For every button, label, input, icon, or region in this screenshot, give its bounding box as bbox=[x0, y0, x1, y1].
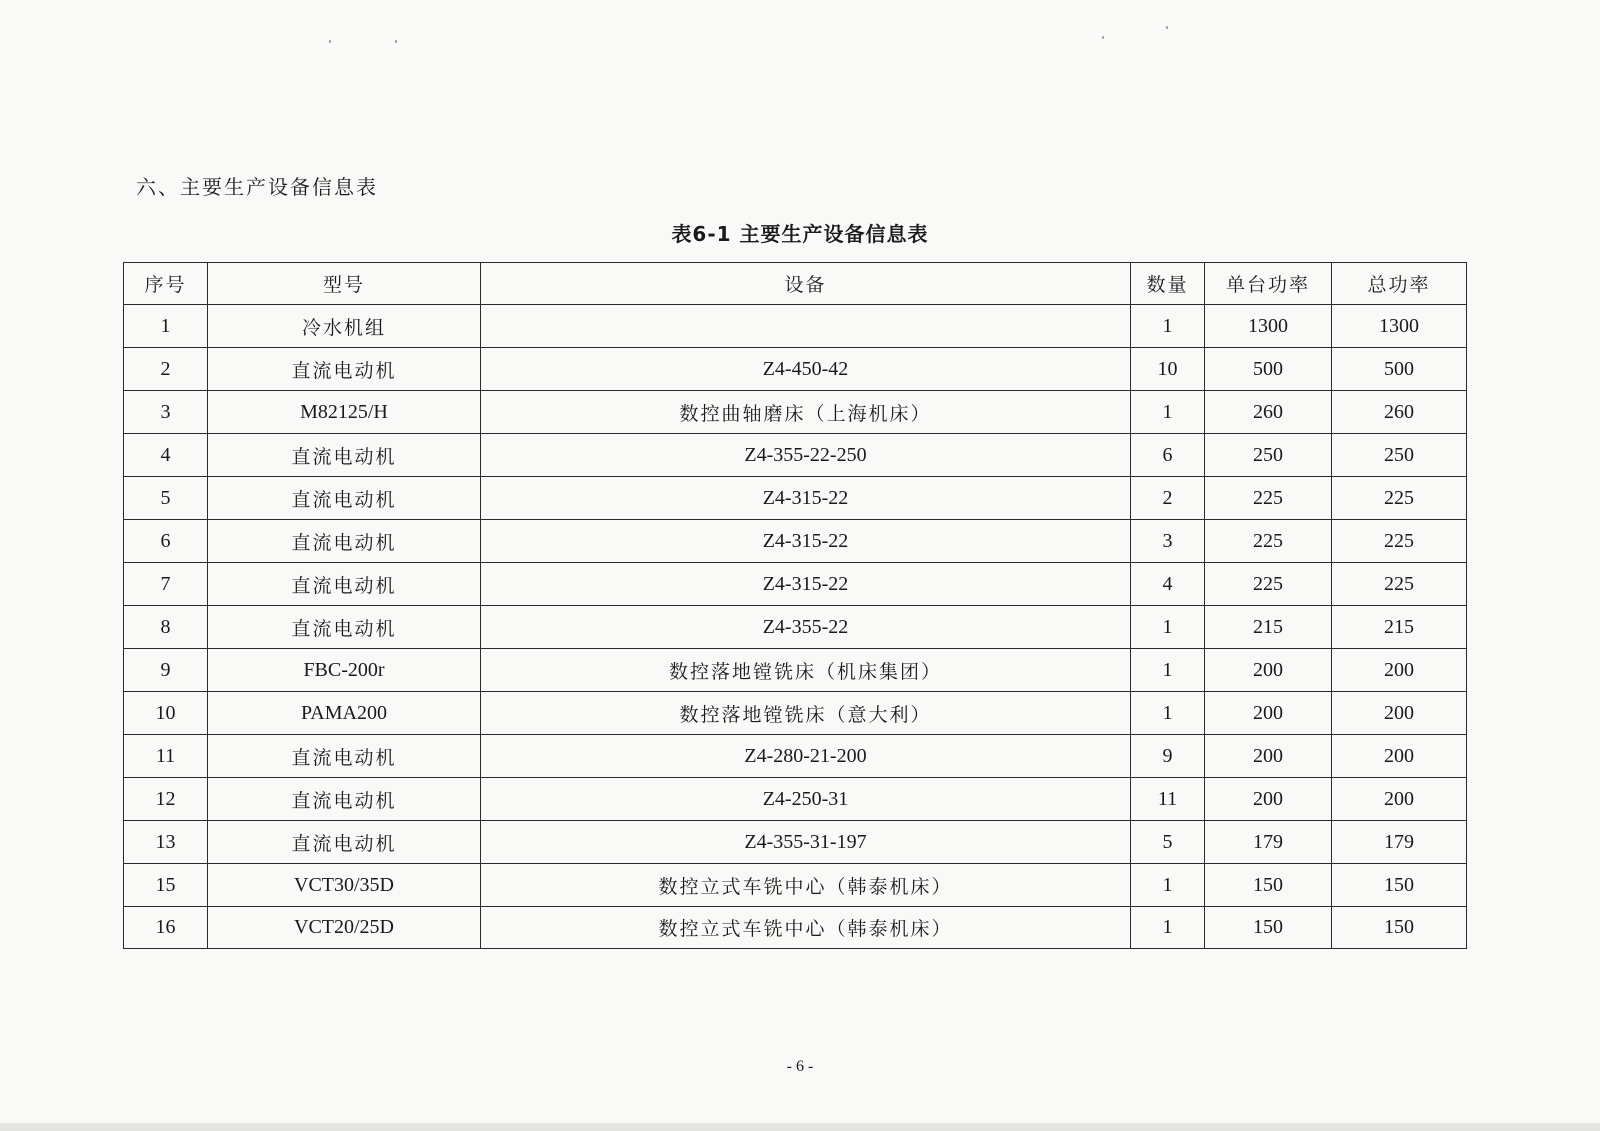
table-row bbox=[124, 563, 1467, 606]
cell-equipment: Z4-315-22 bbox=[481, 520, 1131, 563]
table-row bbox=[124, 477, 1467, 520]
table-row bbox=[124, 649, 1467, 692]
cell-quantity: 1 bbox=[1131, 907, 1205, 949]
scan-speck bbox=[329, 40, 331, 43]
cell-index: 1 bbox=[124, 305, 208, 348]
scan-speck bbox=[1102, 36, 1104, 39]
table-body bbox=[124, 305, 1467, 949]
cell-quantity: 1 bbox=[1131, 692, 1205, 735]
cell-index: 7 bbox=[124, 563, 208, 606]
cell-quantity: 1 bbox=[1131, 305, 1205, 348]
cell-unit-power: 500 bbox=[1205, 348, 1332, 391]
cell-unit-power: 225 bbox=[1205, 520, 1332, 563]
cell-index: 8 bbox=[124, 606, 208, 649]
cell-index: 12 bbox=[124, 778, 208, 821]
cell-index: 10 bbox=[124, 692, 208, 735]
cell-index: 16 bbox=[124, 907, 208, 949]
cell-total-power: 250 bbox=[1332, 434, 1467, 477]
cell-unit-power: 260 bbox=[1205, 391, 1332, 434]
equipment-table bbox=[123, 262, 1467, 949]
cell-model: 直流电动机 bbox=[208, 563, 481, 606]
cell-total-power: 200 bbox=[1332, 778, 1467, 821]
table-row bbox=[124, 391, 1467, 434]
cell-equipment: 数控立式车铣中心（韩泰机床） bbox=[481, 907, 1131, 949]
cell-index: 5 bbox=[124, 477, 208, 520]
scan-edge bbox=[0, 1123, 1600, 1131]
cell-index: 6 bbox=[124, 520, 208, 563]
cell-total-power: 150 bbox=[1332, 864, 1467, 907]
cell-equipment bbox=[481, 305, 1131, 348]
cell-equipment: Z4-250-31 bbox=[481, 778, 1131, 821]
cell-model: 直流电动机 bbox=[208, 520, 481, 563]
cell-model: 直流电动机 bbox=[208, 348, 481, 391]
cell-unit-power: 1300 bbox=[1205, 305, 1332, 348]
table-header-row bbox=[124, 263, 1467, 305]
cell-quantity: 5 bbox=[1131, 821, 1205, 864]
cell-total-power: 225 bbox=[1332, 477, 1467, 520]
cell-total-power: 500 bbox=[1332, 348, 1467, 391]
header-quantity: 数量 bbox=[1131, 263, 1205, 305]
table-row bbox=[124, 692, 1467, 735]
cell-model: 直流电动机 bbox=[208, 434, 481, 477]
cell-equipment: Z4-315-22 bbox=[481, 477, 1131, 520]
cell-unit-power: 225 bbox=[1205, 477, 1332, 520]
cell-total-power: 225 bbox=[1332, 563, 1467, 606]
cell-unit-power: 250 bbox=[1205, 434, 1332, 477]
cell-quantity: 6 bbox=[1131, 434, 1205, 477]
cell-equipment: Z4-355-31-197 bbox=[481, 821, 1131, 864]
cell-quantity: 2 bbox=[1131, 477, 1205, 520]
cell-model: M82125/H bbox=[208, 391, 481, 434]
table-row bbox=[124, 520, 1467, 563]
cell-equipment: Z4-450-42 bbox=[481, 348, 1131, 391]
table-row bbox=[124, 606, 1467, 649]
cell-equipment: 数控落地镗铣床（机床集团） bbox=[481, 649, 1131, 692]
cell-total-power: 179 bbox=[1332, 821, 1467, 864]
cell-total-power: 1300 bbox=[1332, 305, 1467, 348]
cell-model: VCT20/25D bbox=[208, 907, 481, 949]
table-row bbox=[124, 348, 1467, 391]
cell-total-power: 150 bbox=[1332, 907, 1467, 949]
cell-index: 2 bbox=[124, 348, 208, 391]
cell-equipment: Z4-315-22 bbox=[481, 563, 1131, 606]
cell-quantity: 1 bbox=[1131, 864, 1205, 907]
cell-equipment: Z4-355-22-250 bbox=[481, 434, 1131, 477]
cell-model: 直流电动机 bbox=[208, 735, 481, 778]
cell-total-power: 200 bbox=[1332, 649, 1467, 692]
cell-index: 3 bbox=[124, 391, 208, 434]
cell-total-power: 200 bbox=[1332, 692, 1467, 735]
cell-quantity: 1 bbox=[1131, 649, 1205, 692]
cell-total-power: 200 bbox=[1332, 735, 1467, 778]
cell-model: FBC-200r bbox=[208, 649, 481, 692]
cell-index: 11 bbox=[124, 735, 208, 778]
cell-total-power: 225 bbox=[1332, 520, 1467, 563]
cell-index: 13 bbox=[124, 821, 208, 864]
cell-quantity: 3 bbox=[1131, 520, 1205, 563]
table-row bbox=[124, 864, 1467, 907]
header-unit-power: 单台功率 bbox=[1205, 263, 1332, 305]
table-row bbox=[124, 305, 1467, 348]
cell-unit-power: 150 bbox=[1205, 864, 1332, 907]
table-row bbox=[124, 821, 1467, 864]
cell-unit-power: 200 bbox=[1205, 649, 1332, 692]
cell-unit-power: 225 bbox=[1205, 563, 1332, 606]
cell-unit-power: 200 bbox=[1205, 692, 1332, 735]
cell-quantity: 4 bbox=[1131, 563, 1205, 606]
cell-quantity: 1 bbox=[1131, 391, 1205, 434]
header-equipment: 设备 bbox=[481, 263, 1131, 305]
scan-speck bbox=[395, 40, 397, 43]
cell-total-power: 215 bbox=[1332, 606, 1467, 649]
cell-unit-power: 200 bbox=[1205, 735, 1332, 778]
cell-quantity: 11 bbox=[1131, 778, 1205, 821]
table-row bbox=[124, 434, 1467, 477]
table-caption: 表6-1 主要生产设备信息表 bbox=[671, 222, 929, 246]
cell-index: 4 bbox=[124, 434, 208, 477]
cell-equipment: 数控立式车铣中心（韩泰机床） bbox=[481, 864, 1131, 907]
table-row bbox=[124, 778, 1467, 821]
section-heading: 六、主要生产设备信息表 bbox=[136, 175, 378, 199]
header-total-power: 总功率 bbox=[1332, 263, 1467, 305]
cell-quantity: 9 bbox=[1131, 735, 1205, 778]
page-number: - 6 - bbox=[786, 1058, 814, 1075]
cell-model: 直流电动机 bbox=[208, 477, 481, 520]
header-model: 型号 bbox=[208, 263, 481, 305]
cell-unit-power: 150 bbox=[1205, 907, 1332, 949]
cell-equipment: 数控曲轴磨床（上海机床） bbox=[481, 391, 1131, 434]
cell-index: 15 bbox=[124, 864, 208, 907]
cell-unit-power: 200 bbox=[1205, 778, 1332, 821]
cell-model: VCT30/35D bbox=[208, 864, 481, 907]
cell-model: 直流电动机 bbox=[208, 606, 481, 649]
cell-quantity: 1 bbox=[1131, 606, 1205, 649]
cell-quantity: 10 bbox=[1131, 348, 1205, 391]
cell-model: 直流电动机 bbox=[208, 778, 481, 821]
cell-equipment: 数控落地镗铣床（意大利） bbox=[481, 692, 1131, 735]
cell-model: PAMA200 bbox=[208, 692, 481, 735]
scan-speck bbox=[1166, 26, 1168, 29]
cell-model: 直流电动机 bbox=[208, 821, 481, 864]
header-index: 序号 bbox=[124, 263, 208, 305]
cell-index: 9 bbox=[124, 649, 208, 692]
table-row bbox=[124, 907, 1467, 949]
cell-unit-power: 179 bbox=[1205, 821, 1332, 864]
cell-model: 冷水机组 bbox=[208, 305, 481, 348]
table-row bbox=[124, 735, 1467, 778]
cell-total-power: 260 bbox=[1332, 391, 1467, 434]
cell-unit-power: 215 bbox=[1205, 606, 1332, 649]
cell-equipment: Z4-355-22 bbox=[481, 606, 1131, 649]
cell-equipment: Z4-280-21-200 bbox=[481, 735, 1131, 778]
